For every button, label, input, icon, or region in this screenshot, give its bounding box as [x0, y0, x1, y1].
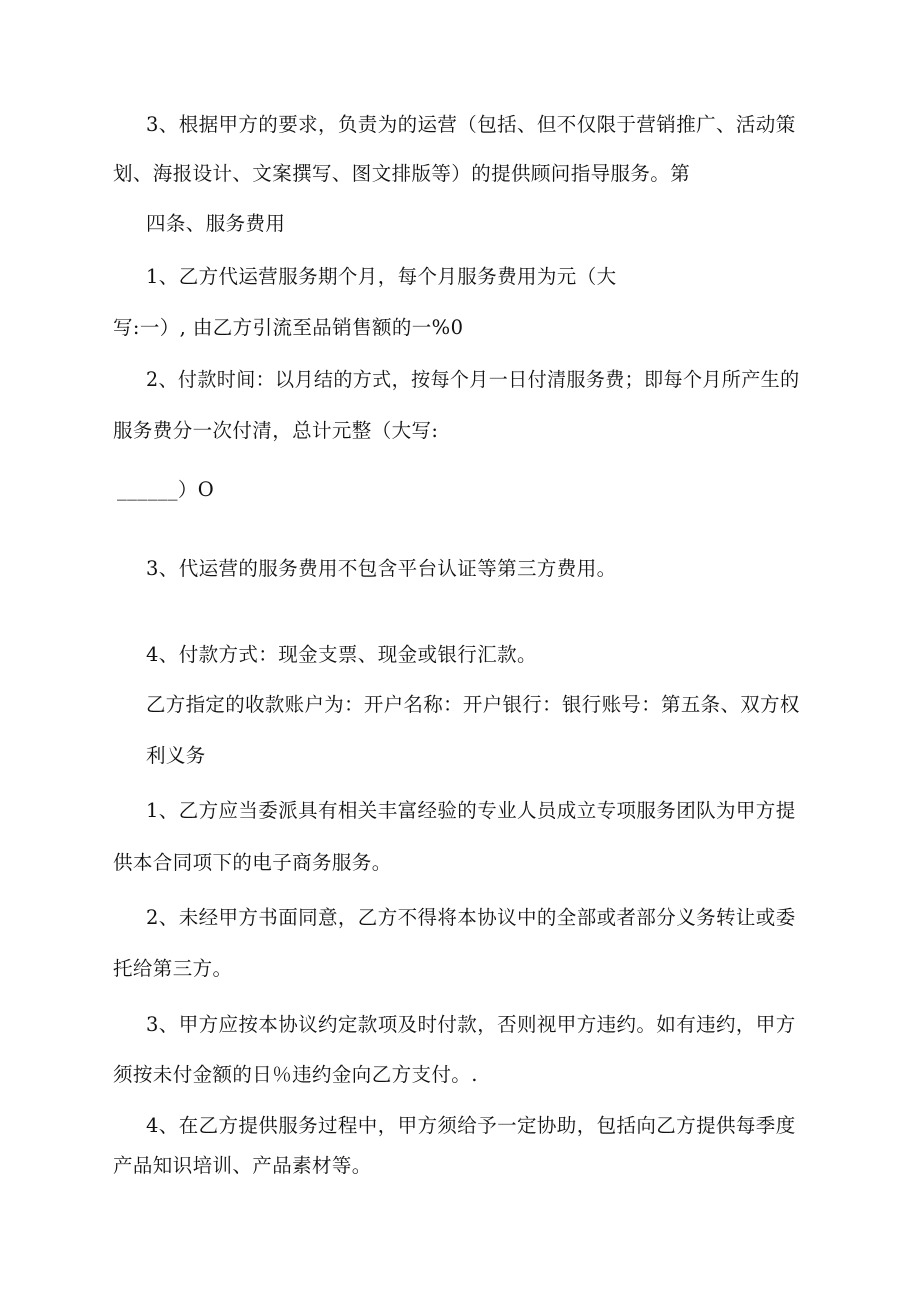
- account-info-line-1: 乙方指定的收款账户为：开户名称：开户银行：银行账号：第五条、双方权: [146, 693, 800, 716]
- rights-item-3-line-1: 3、甲方应按本协议约定款项及时付款，否则视甲方违约。如有违约，甲方: [146, 1013, 796, 1036]
- rights-item-1-line-1: 1、乙方应当委派具有相关丰富经验的专业人员成立专项服务团队为甲方提: [146, 799, 796, 822]
- rights-item-4-line-2: 产品知识培训、产品素材等。: [113, 1154, 372, 1177]
- fee-item-2-blank-line: ______）O: [117, 478, 215, 501]
- rights-item-2-line-1: 2、未经甲方书面同意，乙方不得将本协议中的全部或者部分义务转让或委: [146, 906, 796, 929]
- section-5-heading-continuation: 利义务: [146, 744, 206, 767]
- rights-item-4-line-1: 4、在乙方提供服务过程中，甲方须给予一定协助，包括向乙方提供每季度: [146, 1114, 796, 1137]
- fee-item-3: 3、代运营的服务费用不包含平台认证等第三方费用。: [146, 557, 617, 580]
- fee-item-1-line-2: 写:一）, 由乙方引流至品销售额的一%0: [113, 316, 464, 339]
- rights-item-2-line-2: 托给第三方。: [113, 957, 233, 980]
- fee-item-4: 4、付款方式：现金支票、现金或银行汇款。: [146, 643, 537, 666]
- fee-item-2-line-2: 服务费分一次付清，总计元整（大写:: [113, 419, 439, 442]
- fee-item-2-line-1: 2、付款时间：以月结的方式，按每个月一日付清服务费；即每个月所产生的: [146, 368, 800, 391]
- rights-item-1-line-2: 供本合同项下的电子商务服务。: [113, 851, 392, 874]
- rights-item-3-line-2: 须按未付金额的日％违约金向乙方支付。.: [113, 1063, 478, 1086]
- clause-3-service-scope-line-2: 划、海报设计、文案撰写、图文排版等）的提供顾问指导服务。第: [113, 162, 691, 185]
- section-4-heading: 四条、服务费用: [146, 212, 286, 235]
- clause-3-service-scope-line-1: 3、根据甲方的要求，负责为的运营（包括、但不仅限于营销推广、活动策: [146, 113, 796, 136]
- fee-item-1-line-1: 1、乙方代运营服务期个月，每个月服务费用为元（大: [146, 265, 617, 288]
